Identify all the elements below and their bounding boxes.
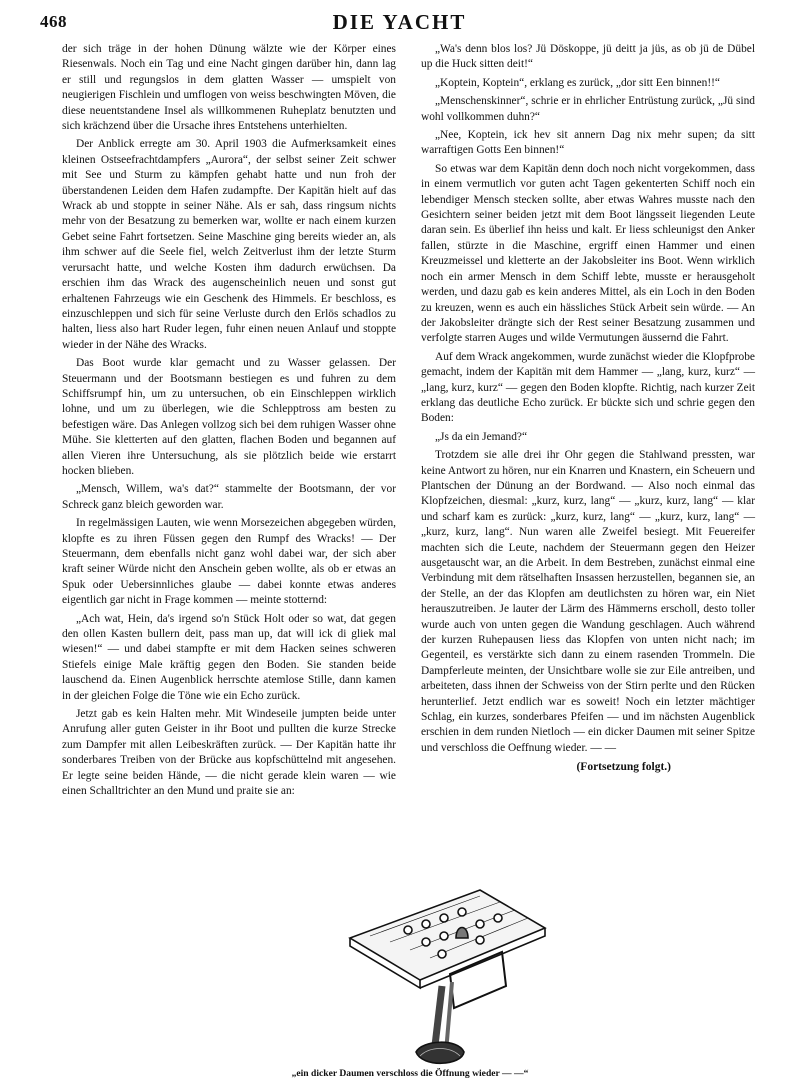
journal-title: DIE YACHT <box>332 10 467 34</box>
paragraph: Das Boot wurde klar gemacht und zu Wasser gelassen. Der Steuermann und der Bootsmann bestiegen es und fuhren zu dem Schiffsrumpf hin, um zu untersuchen, ob ein Einschleppen wirklich lohne, und um zu überlegen, wie die Schlepptross am besten zu befestigen wäre. Das Anlegen vollzog sich bei dem ruhigen Wasser ohne Mühe. Sie kletterten auf den glatten, flachen Boden und begannen auf allen Vieren ihre Untersuchung, als sie plötzlich beide wie erstarrt hocken blieben. <box>62 357 396 477</box>
continued-note: (Fortsetzung folgt.) <box>576 761 671 774</box>
paragraph: „Nee, Koptein, ick hev sit annern Dag nix mehr supen; da sitt warraftigen Gotts Een binnen!“ <box>421 129 755 157</box>
left-column <box>62 42 396 803</box>
paragraph: Jetzt gab es kein Halten mehr. Mit Windeseile jumpten beide unter Anrufung aller guten Geister in ihr Boot und pullten die kurze Strecke zum Dampfer mit allen Leibeskräften zurück. — Der Kapitän hatte ihr sonderbares Treiben von der Brücke aus kopfschüttelnd mit angesehen. Er legte seine beiden Hände, — die nicht gerade klein waren — wie einen Schalltrichter an den Mund und praite sie an: <box>62 708 396 798</box>
paragraph: Trotzdem sie alle drei ihr Ohr gegen die Stahlwand pressten, war keine Antwort zu hören, nur ein Knarren und Knastern, ein Scheuern und Plantschen der Dünung an der Bordwand. — Also noch einmal das Klopfzeichen, diesmal: „kurz, kurz, lang“ — „kurz, kurz, lang“ — klar und scharf kam es zurück: „kurz, kurz, lang“ — „kurz, kurz, lang“ — „kurz, kurz, lang“. Nun waren alle Zweifel besiegt. Mit Feuereifer machten sich die Leute, nachdem der Steuermann gegen den Heizer ausgetauscht war, an die Arbeit. In dem Bestreben, zunächst einmal eine Verbindung mit dem rätselhaften Insassen herzustellen, begannen sie, an der Stelle, an der das Klopfen am deutlichsten zu hören war, ein Niet herauszutreiben. Je lauter der Lärm des Hämmerns erscholl, desto toller wurde auch von unten gegen die Wandung geschlagen. Auch während der kurzen Ruhepausen liess das Klopfen von unten nicht nach; im Gegenteil, es verstärkte sich dann zu einem rasenden Trommeln. Die Dampferleute meinten, der Unsichtbare wolle sie zur Eile antreiben, und arbeiteten, dass ihnen der Schweiss von der Stirn perlte und den Rücken herunterlief. Jetzt endlich war es soweit! Noch ein letzter mächtiger Schlag, ein kurzes, sonderbares Pfeifen — und im nächsten Augenblick erschien in dem runden Nietloch — ein dicker Daumen mit seiner Spitze und verschloss die Oeffnung wieder. — — <box>421 449 755 754</box>
paragraph: „Koptein, Koptein“, erklang es zurück, „dor sitt Een binnen!!“ <box>435 76 720 89</box>
paragraph: Der Anblick erregte am 30. April 1903 die Aufmerksamkeit eines kleinen Ostseefrachtdampfers „Aurora“, der selbst seiner Zeit schwer mit See und Sturm zu kämpfen gehabt hatte und nun froh der überstandenen Leiden dem Hafen zudampfte. Der Kapitän hielt auf das Wrack ab und stoppte in seiner Nähe. Als er sah, dass ringsum nichts mehr von der Besatzung zu bemerken war, wollte er nach einem kurzen Gebet seine Fahrt fortsetzen. Seine Maschine ging bereits wieder an, als ihm schwer auf die Seele fiel, welch Zeitverlust ihm der letzte Sturm verursacht hatte, und welche Kosten ihm dadurch erwüchsen. Da erschien ihm das Wrack des augenscheinlich neuen und sonst gut erhaltenen Fahrzeugs wie ein Geschenk des Himmels. Er beschloss, es einzuschleppen und sich für seine Verluste durch den Erlös schadlos zu halten, liess also hart Ruder legen, fuhr einen neuen Anlauf und stoppte wieder in der Nähe des Wracks. <box>62 138 396 351</box>
hull-plate-with-thumb-illustration <box>330 876 570 1072</box>
paragraph: In regelmässigen Lauten, wie wenn Morsezeichen abgegeben würden, klopfte es zu ihren Füssen gegen den Rumpf des Wracks! — Der Steuermann, dem ebenfalls nicht ganz wohl dabei war, der sich aber kraft seiner Würde nicht den Anschein geben wollte, als ob er etwas an Spuk oder Uebersinnliches glaube — dabei konnte etwas anderes eigentlich gar nicht in Frage kommen — meinte stotternd: <box>62 517 396 607</box>
right-column <box>421 42 755 776</box>
illustration-caption: „ein dicker Daumen verschloss die Öffnung wieder — —“ <box>291 1068 529 1079</box>
paragraph: „Mensch, Willem, wa's dat?“ stammelte der Bootsmann, der vor Schreck ganz bleich geworden war. <box>62 483 396 511</box>
page-number: 468 <box>40 12 67 31</box>
paragraph: Auf dem Wrack angekommen, wurde zunächst wieder die Klopfprobe gemacht, indem der Kapitän mit dem Hammer — „lang, kurz, kurz“ — „lang, kurz, kurz“ — gegen den Boden klopfte. Richtig, nach kurzer Zeit erklang das deutliche Echo zurück. Er bückte sich und schrie gegen den Boden: <box>421 350 755 425</box>
paragraph: „Js da ein Jemand?“ <box>435 430 528 443</box>
paragraph: „Ach wat, Hein, da's irgend so'n Stück Holt oder so wat, dat gegen den ollen Kasten bullern deit, pass man up, dat will ick di gliek mal wiesen!“ — und dabei stampfte er mit dem Hacken seines schweren Stiefels einige Male kräftig gegen den Boden. Sie standen beide lauschend da. Einen Augenblick herrschte atemlose Stille, dann kamen in der gleichen Folge die Töne wie ein Echo zurück. <box>62 612 396 702</box>
paragraph: So etwas war dem Kapitän denn doch noch nicht vorgekommen, dass in einem vermutlich vor guten acht Tagen gekenterten Schiff noch ein lebendiger Mensch stecken sollte, aber etwas Wahres musste nach den Gesichtern seiner beiden jetzt mit dem Boot längsseit liegenden Leute daran sein. Es überlief ihn heiss und kalt. Er liess schleunigst den Anker fallen, stürzte in die Maschine, ergriff einen Hammer und einen Kreuzmeissel und kletterte an der Jakobsleiter ins Boot. Wenn wirklich noch ein armer Mensch in dem Schiff lebte, musste er herausgeholt werden, und dazu gab es kein anderes Mittel, als ein Loch in den Boden zu kreuzen, wenn es auch ein hässliches Stück Arbeit sein würde. — An der Jakobsleiter drängte sich der Rest seiner Besatzung zusammen und verfolgte starren Auges und wilde Vermutungen äussernd die Fahrt. <box>421 162 755 345</box>
paragraph: der sich träge in der hohen Dünung wälzte wie der Körper eines Riesenwals. Noch ein Tag und eine Nacht gingen darüber hin, dann lag er still und regungslos in dem glatten Wasser — umspielt von neugierigen Fischlein und umflogen von weiss beschwingten Möven, die diese neuentstandene Insel als willkommenen Ruheplatz benutzten und sich krächzend über die Ursache ihres Entstehens unterhielten. <box>62 43 396 133</box>
paragraph: „Wa's denn blos los? Jü Döskoppe, jü deitt ja jüs, as ob jü de Dübel up die Huck sitten deit!“ <box>421 43 755 71</box>
paragraph: „Menschenskinner“, schrie er in ehrlicher Entrüstung zurück, „Jü sind wohl vollkommen duhn?“ <box>421 95 755 123</box>
